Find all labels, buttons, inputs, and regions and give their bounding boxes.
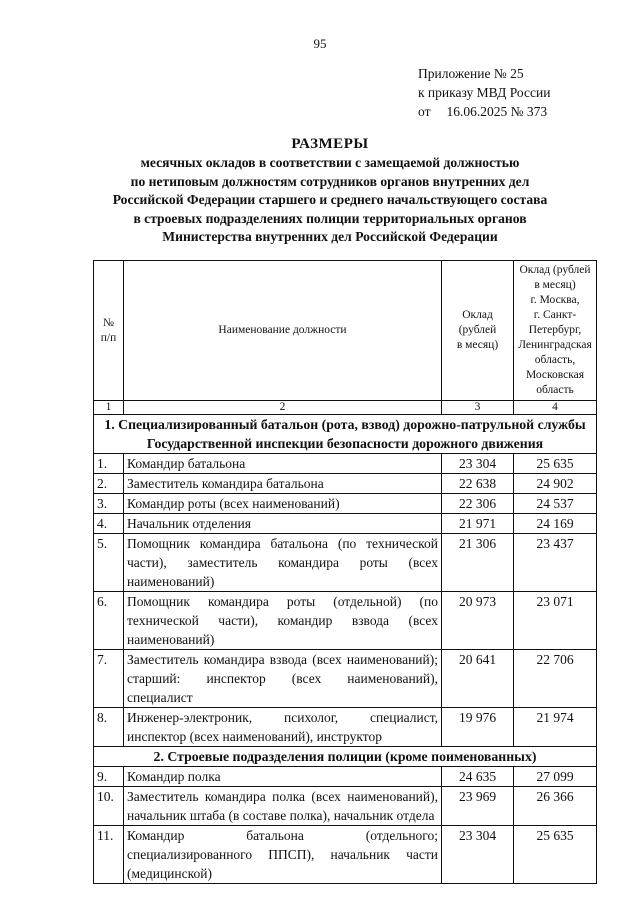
table-row [94,474,597,494]
position-name: Заместитель командира батальона [124,474,442,494]
table-row [94,592,597,650]
title-line-2: по нетиповым должностям сотрудников органов внутренних дел [130,173,530,189]
header-pay-moscow: Оклад (рублей в месяц) г. Москва, г. Санкт- Петербург, Ленинградская область, Московская область [514,261,597,401]
position-name: Помощник командира батальона (по технической части), заместитель командира роты (всех наименований) [124,534,442,592]
appendix-date-prefix: от [418,104,431,119]
salary-value: 19 976 [442,708,514,747]
salary-value: 23 969 [442,787,514,826]
table-row [94,787,597,826]
column-number: 1 [94,401,124,415]
row-number: 8. [94,708,124,747]
salary-value-moscow: 26 366 [514,787,597,826]
position-name: Командир батальона (отдельного; специализированного ППСП), начальник части (медицинской) [124,826,442,884]
position-name: Заместитель командира взвода (всех наименований); старший: инспектор (всех наименований), специалист [124,650,442,708]
title-line-1: месячных окладов в соответствии с замещаемой должностью [140,155,520,170]
row-number: 5. [94,534,124,592]
row-number: 10. [94,787,124,826]
column-number: 4 [514,401,597,415]
title-line-5: Министерства внутренних дел Российской Федерации [162,229,498,244]
salary-value: 20 641 [442,650,514,708]
row-number: 4. [94,514,124,534]
salary-value-moscow: 27 099 [514,767,597,787]
table-row [94,826,597,884]
column-numbers-row [94,401,597,415]
table-body [94,415,597,884]
salary-value-moscow: 25 635 [514,454,597,474]
section-row [94,747,597,767]
salary-value: 23 304 [442,454,514,474]
header-row [94,261,597,401]
salary-value-moscow: 24 902 [514,474,597,494]
appendix-date-value: 16.06.2025 № 373 [446,104,548,119]
position-name: Командир полка [124,767,442,787]
salary-table [93,260,597,884]
row-number: 3. [94,494,124,514]
appendix-line-1: Приложение № 25 [418,66,524,81]
salary-value-moscow: 24 169 [514,514,597,534]
position-name: Помощник командира роты (отдельной) (по технической части), командир взвода (всех наименований) [124,592,442,650]
row-number: 9. [94,767,124,787]
row-number: 6. [94,592,124,650]
salary-value: 21 306 [442,534,514,592]
position-name: Инженер-электроник, психолог, специалист, инспектор (всех наименований), инструктор [124,708,442,747]
table-row [94,494,597,514]
position-name: Заместитель командира полка (всех наименований), начальник штаба (в составе полка), начальник отдела [124,787,442,826]
appendix-reference [418,64,550,121]
page-number: 95 [313,36,327,51]
appendix-line-2: к приказу МВД России [418,85,551,100]
column-number: 2 [124,401,442,415]
title-line-3: Российской Федерации старшего и среднего начальствующего состава [112,192,548,207]
table-row [94,650,597,708]
position-name: Начальник отделения [124,514,442,534]
title-line-4: в строевых подразделениях полиции территориальных органов [133,210,527,226]
row-number: 2. [94,474,124,494]
header-name: Наименование должности [124,261,442,401]
section-title: 1. Специализированный батальон (рота, взвод) дорожно-патрульной службы Государственной инспекции безопасности дорожного движения [94,415,597,454]
section-row [94,415,597,454]
position-name: Командир роты (всех наименований) [124,494,442,514]
section-title: 2. Строевые подразделения полиции (кроме поименованных) [94,747,597,767]
table-row [94,534,597,592]
row-number: 7. [94,650,124,708]
document-title [60,136,600,247]
table-row [94,514,597,534]
row-number: 1. [94,454,124,474]
salary-value-moscow: 23 437 [514,534,597,592]
column-number: 3 [442,401,514,415]
salary-value: 20 973 [442,592,514,650]
salary-value: 22 306 [442,494,514,514]
appendix-line-3 [418,102,550,121]
salary-value: 23 304 [442,826,514,884]
position-name: Командир батальона [124,454,442,474]
salary-value-moscow: 23 071 [514,592,597,650]
header-num: № п/п [94,261,124,401]
salary-value-moscow: 22 706 [514,650,597,708]
table-row [94,767,597,787]
header-pay: Оклад (рублей в месяц) [442,261,514,401]
salary-value-moscow: 21 974 [514,708,597,747]
table-row [94,708,597,747]
salary-value-moscow: 24 537 [514,494,597,514]
title-heading: РАЗМЕРЫ [291,136,369,152]
salary-value: 22 638 [442,474,514,494]
table-row [94,454,597,474]
salary-value: 21 971 [442,514,514,534]
salary-value-moscow: 25 635 [514,826,597,884]
salary-value: 24 635 [442,767,514,787]
row-number: 11. [94,826,124,884]
